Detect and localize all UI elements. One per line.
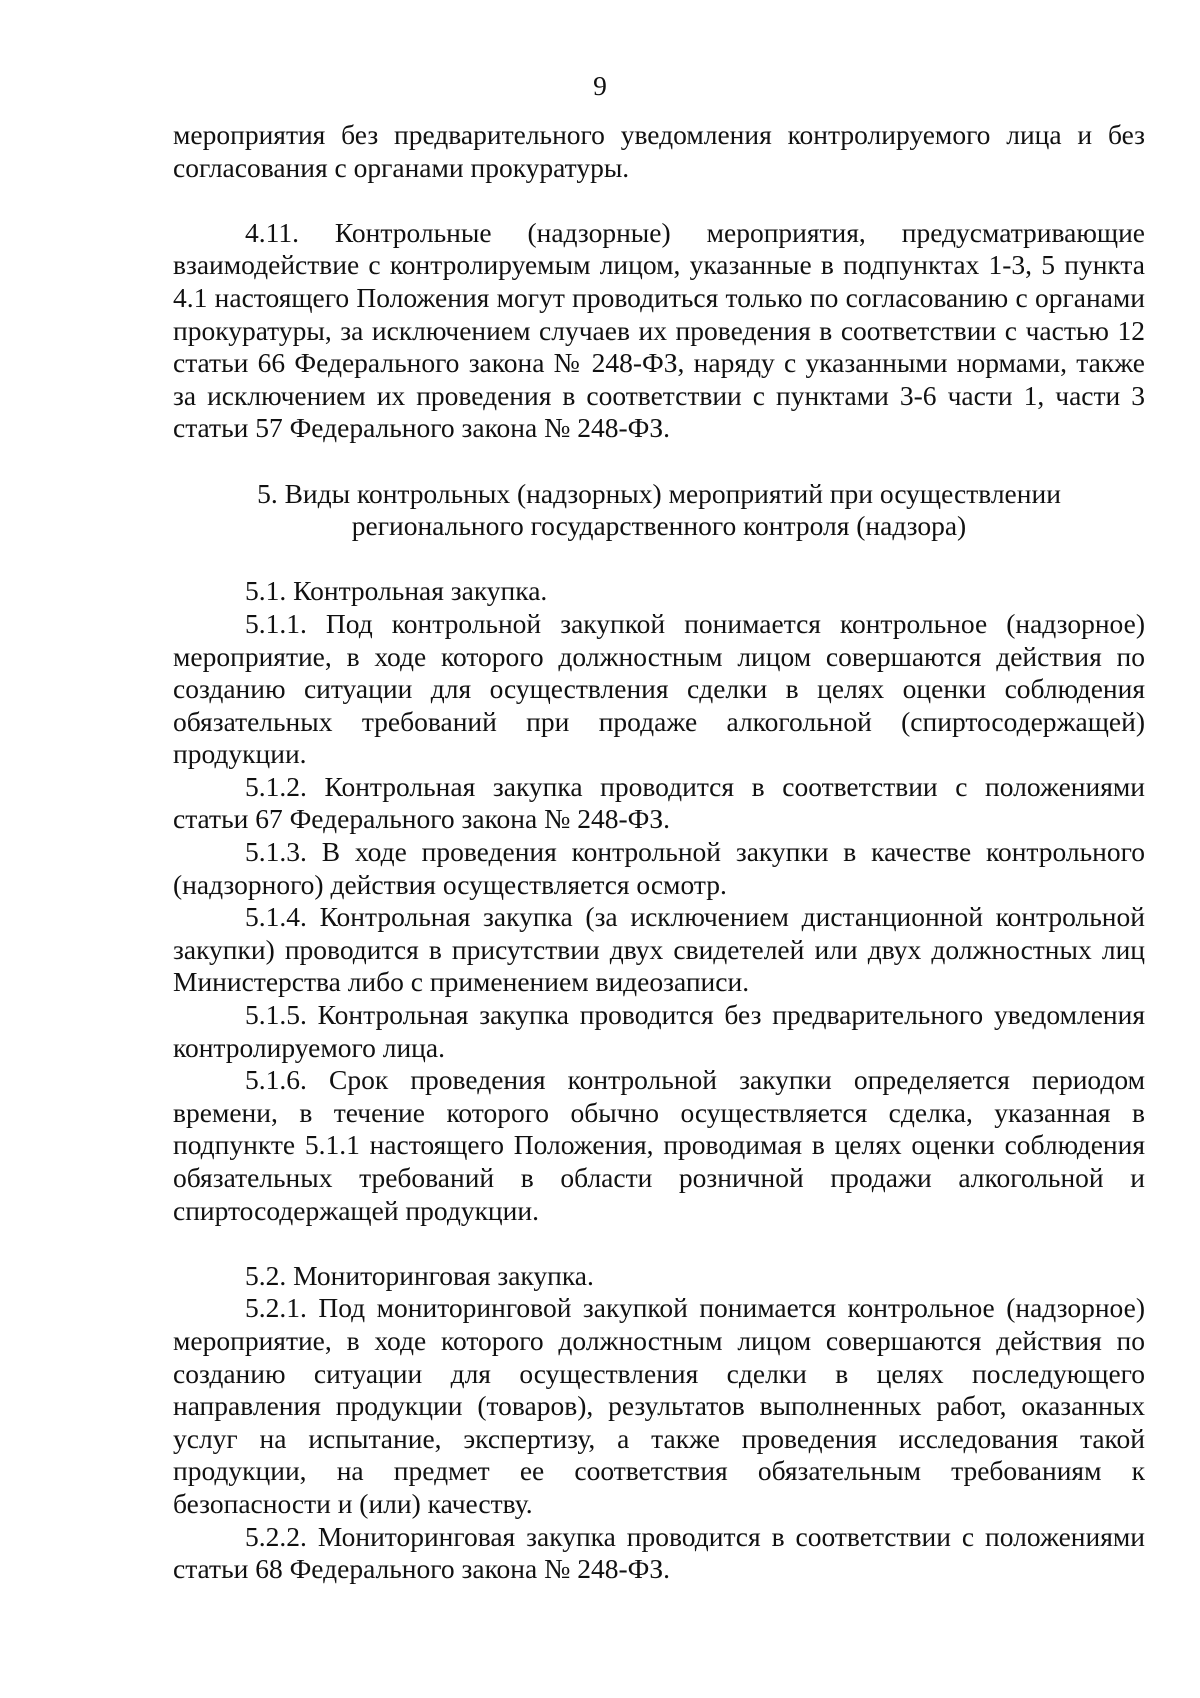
paragraph-5-2-1: 5.2.1. Под мониторинговой закупкой понимается контрольное (надзорное) мероприятие, в ходе которого должностным лицом совершаются действия по созданию ситуации для осуществления сделки в целях последующего направления продукции (товаров), результатов выполненных работ, оказанных услуг на испытание, экспертизу, а также проведения исследования такой продукции, на предмет ее соответствия обязательным требованиям к безопасности и (или) качеству. [173,1292,1145,1519]
paragraph-5-1-3: 5.1.3. В ходе проведения контрольной закупки в качестве контрольного (надзорного) действия осуществляется осмотр. [173,836,1145,900]
paragraph-5-1-5: 5.1.5. Контрольная закупка проводится без предварительного уведомления контролируемого лица. [173,999,1145,1063]
subheading-5-2: 5.2. Мониторинговая закупка. [245,1259,594,1291]
paragraph-continuation: мероприятия без предварительного уведомления контролируемого лица и без согласования с органами прокуратуры. [173,119,1145,183]
section-heading-5: 5. Виды контрольных (надзорных) мероприятий при осуществлении регионального государственного контроля (надзора) [257,477,1061,542]
subheading-5-1: 5.1. Контрольная закупка. [245,575,548,607]
paragraph-5-1-6: 5.1.6. Срок проведения контрольной закупки определяется периодом времени, в течение которого обычно осуществляется сделка, указанная в подпункте 5.1.1 настоящего Положения, проводимая в целях оценки соблюдения обязательных требований в области розничной продажи алкогольной и спиртосодержащей продукции. [173,1064,1145,1226]
paragraph-5-2-2: 5.2.2. Мониторинговая закупка проводится в соответствии с положениями статьи 68 Федерального закона № 248-ФЗ. [173,1520,1145,1585]
page-number: 9 [593,70,607,101]
paragraph-5-1-2: 5.1.2. Контрольная закупка проводится в соответствии с положениями статьи 67 Федерального закона № 248-ФЗ. [173,770,1145,835]
document-body [173,119,1145,1586]
paragraph-5-1-1: 5.1.1. Под контрольной закупкой понимается контрольное (надзорное) мероприятие, в ходе которого должностным лицом совершаются действия по созданию ситуации для осуществления сделки в целях оценки соблюдения обязательных требований при продаже алкогольной (спиртосодержащей) продукции. [173,607,1145,770]
paragraph-4-11: 4.11. Контрольные (надзорные) мероприятия, предусматривающие взаимодействие с контролируемым лицом, указанные в подпунктах 1-3, 5 пункта 4.1 настоящего Положения могут проводиться только по согласованию с органами прокуратуры, за исключением случаев их проведения в соответствии с частью 12 статьи 66 Федерального закона № 248-ФЗ, наряду с указанными нормами, также за исключением их проведения в соответствии с пунктами 3-6 части 1, части 3 статьи 57 Федерального закона № 248-ФЗ. [173,216,1145,444]
paragraph-5-1-4: 5.1.4. Контрольная закупка (за исключением дистанционной контрольной закупки) проводится в присутствии двух свидетелей или двух должностных лиц Министерства либо с применением видеозаписи. [173,901,1145,998]
